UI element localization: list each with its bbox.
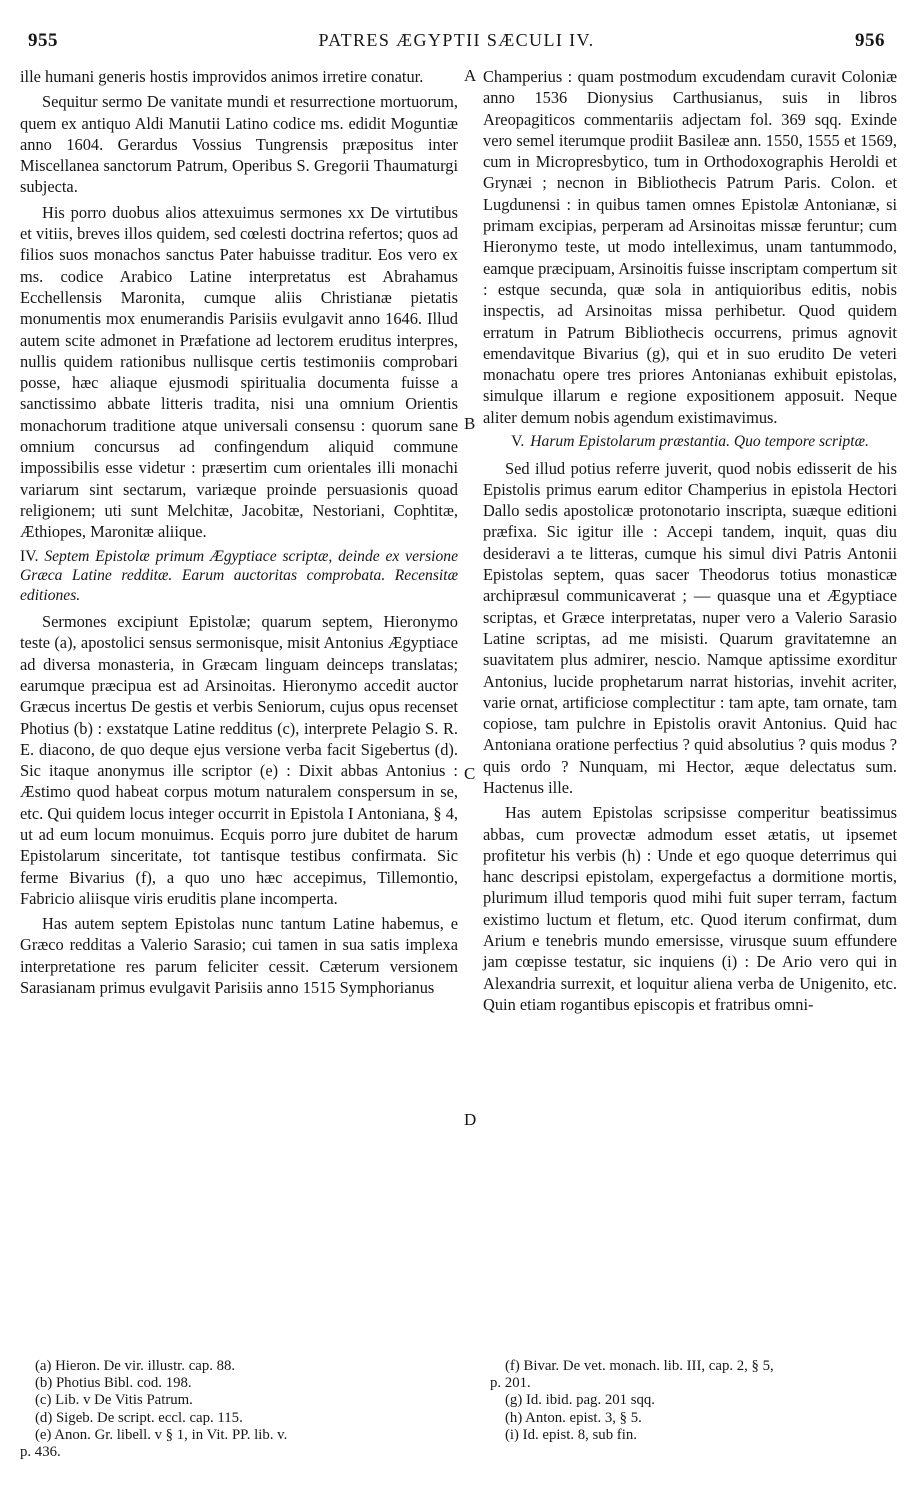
footnote: p. 436. [20, 1444, 61, 1461]
paragraph: Has autem Epistolas scripsisse comperitur beatissimus abbas, cum provectæ admodum esset ætatis, ut ipsemet profitetur his verbis (h) : Unde et ego quoque deterrimus qui hanc descripsi epistolam, expergefactus a dormitione mortis, plurimum illud temporis quod mihi fuit super terram, factum existimo luctum et fletum, etc. Quod iterum confirmat, dum Arium e tenebris mundo emersisse, virusque suum effundere jam cœpisse testatur, sic inquiens (i) : De Ario vero qui in Alexandria surrexit, et loquitur aliena verba de Unigenito, etc. Quin etiam rogantibus episcopis et fratribus omni- [483, 803, 897, 1014]
footnote: p. 201. [490, 1375, 531, 1392]
footnotes-left [20, 1358, 455, 1461]
left-column [20, 66, 458, 1002]
footnote: (h) Anton. epist. 3, § 5. [505, 1409, 642, 1426]
footnote: (g) Id. ibid. pag. 201 sqq. [505, 1392, 656, 1409]
margin-marker-b: B [464, 414, 476, 433]
right-column [483, 66, 897, 1019]
footnote: (b) Photius Bibl. cod. 198. [35, 1375, 192, 1392]
running-header [28, 30, 885, 56]
margin-marker-a: A [464, 66, 477, 85]
paragraph: ille humani generis hostis improvidos animos irretire conatur. [20, 67, 424, 86]
section-title: Septem Epistolæ primum Ægyptiace scriptæ, deinde ex versione Græca Latine redditæ. Earum auctoritas comprobata. Recensitæ editiones. [20, 547, 458, 604]
section-title: Harum Epistolarum præstantia. Quo tempore scriptæ. [530, 433, 869, 451]
running-title: PATRES ÆGYPTII SÆCULI IV. [318, 30, 595, 50]
footnote: (d) Sigeb. De script. eccl. cap. 115. [35, 1409, 243, 1426]
footnote: (f) Bivar. De vet. monach. lib. III, cap. 2, § 5, [505, 1358, 774, 1374]
margin-marker-c: C [464, 764, 476, 783]
section-number: IV. [20, 547, 39, 565]
paragraph: Sed illud potius referre juverit, quod nobis edisserit de his Epistolis primus earum editor Champerius in epistola Hectori Dallo sedis apostolicæ protonotario inscripta, suæque editioni præfixa. Sic igitur ille : Accepi tandem, inquit, quas diu desideravi a te litteras, cumque his simul divi Patris Antonii Epistolas septem, quas sacer Theodorus totius monasticæ archipræsul communicaverat ; — quasque una et Ægyptiace scriptas, et Græce interpretatas, nuper vero a Valerio Sarasio Latine scriptas, ad me misisti. Quarum gravitatemne an suavitatem plus admirer, nescio. Namque aptissime exorditur Antonius, lucide prophetarum narrat historias, invehit acriter, varie ornat, artificiose complectitur : tam apte, tam ornate, tam copiose, tam pulchre in Epistolis oravit Antonius. Quid hac Antoniana oratione perfectius ? quid absolutius ? quis modus ? quis ordo ? Nunquam, mi Hector, æque delectatus sum. Hactenus ille. [483, 458, 897, 797]
page-number-right: 956 [855, 30, 885, 51]
paragraph: His porro duobus alios attexuimus sermones xx De virtutibus et vitiis, breves illos quidem, sed cœlesti doctrina refertos; quos ad filios suos monachos sanctus Pater habuisse traditur. Eos vero ex ms. codice Arabico Latine interpretatus est Abrahamus Ecchellensis Maronita, cumque aliis Christianæ pietatis monumentis mox enumerandis Parisiis evulgavit anno 1646. Illud autem scite admonet in Præfatione ad lectorem eruditus interpres, nullis quidem rationibus nullisque certis testimoniis comprobari posse, hæc aliaque ejusmodi spiritualia documenta fuisse a sanctissimo abbate litteris tradita, nisi una omnium Orientis monachorum traditione atque universali consensu : quorum sane omnium concursus ad confingendum aliquid commune impossibilis esse videtur : præsertim cum orientales illi monachi variarum sint sectarum, variæque proinde persuasionis quoad religionem; uti sunt Melchitæ, Jacobitæ, Nestoriani, Cophtitæ, Æthiopes, Maronitæ aliique. [20, 202, 458, 542]
section-heading-v [483, 432, 897, 452]
paragraph: Champerius : quam postmodum excudendam curavit Coloniæ anno 1536 Dionysius Carthusianus, suis in libros Areopagiticos commentariis adjectam fol. 369 sqq. Exinde vero semel iterumque prodiit Basileæ ann. 1550, 1555 et 1569, cum in Micropresbytico, tum in Orthodoxographis Heroldi et Grynæi ; necnon in Bibliothecis Patrum Paris. Colon. et Lugdunensi : in quibus tamen omnes Epistolæ Antonianæ, si primam excipias, perperam ad Arsinoitas missæ feruntur; cum Hieronymo teste, ut modo intelleximus, unam tantummodo, eamque præcipuam, Arsinoitis fuisse inscriptam compertum sit : estque secunda, quæ sola in antiquioribus editis, nobis inspectis, ad Arsinoitas missa perhibetur. Quod quidem erratum in Patrum Bibliothecis occurrens, primus agnovit emendavitque Bivarius (g), qui et in suo erudito De veteri monachatu opere tres priores Antonianas exhibuit epistolas, simulque illarum e regione expositionem apposuit. Neque aliter demum nobis agendum existimavimus. [483, 67, 897, 427]
paragraph: Sermones excipiunt Epistolæ; quarum septem, Hieronymo teste (a), apostolici sensus sermonisque, misit Antonius Ægyptiace ad diversa monasteria, in Græcam linguam deinceps translatas; earumque præcipua est ad Arsinoitas. Hieronymo accedit auctor Græcus incertus De gestis et verbis Seniorum, cujus opus recenset Photius (b) : exstatque Latine redditus (c), interprete Pelagio S. R. E. diacono, de quo deque ejus versione verba facit Sigebertus (d). Sic itaque anonymus ille scriptor (e) : Dixit abbas Antonius : Æstimo quod habeat corpus motum naturalem conspersum in se, etc. Qui quidem locus integer occurrit in Epistola I Antoniana, § 4, ut ad eum locum monuimus. Ecquis porro jure dubitet de harum Epistolarum sinceritate, tot tantisque testibus confirmata. Sic ferme Bivarius (f), a quo uno hæc accepimus, Tillemontio, Fabricio aliisque viris eruditis plane incomperta. [20, 612, 458, 908]
paragraph: Sequitur sermo De vanitate mundi et resurrectione mortuorum, quem ex antiquo Aldi Manutii Latino codice ms. edidit Moguntiæ anno 1604. Gerardus Vossius Tungrensis præpositus inter Miscellanea sanctorum Patrum, Operibus S. Gregorii Thaumaturgi subjecta. [20, 92, 458, 197]
footnotes-right [490, 1358, 900, 1444]
paragraph: Has autem septem Epistolas nunc tantum Latine habemus, e Græco redditas a Valerio Sarasio; cui tamen in sua satis implexa interpretatione res parum feliciter cessit. Cæterum versionem Sarasianam primus evulgavit Parisiis anno 1515 Symphorianus [20, 914, 458, 998]
section-number: V. [511, 433, 525, 451]
footnote: (e) Anon. Gr. libell. v § 1, in Vit. PP. lib. v. [35, 1426, 288, 1443]
footnote: (a) Hieron. De vir. illustr. cap. 88. [35, 1358, 236, 1374]
section-heading-iv [20, 547, 458, 606]
page-number-left: 955 [28, 30, 58, 51]
footnote: (i) Id. epist. 8, sub fin. [505, 1426, 637, 1443]
margin-marker-d: D [464, 1110, 477, 1129]
footnote: (c) Lib. v De Vitis Patrum. [35, 1392, 193, 1409]
